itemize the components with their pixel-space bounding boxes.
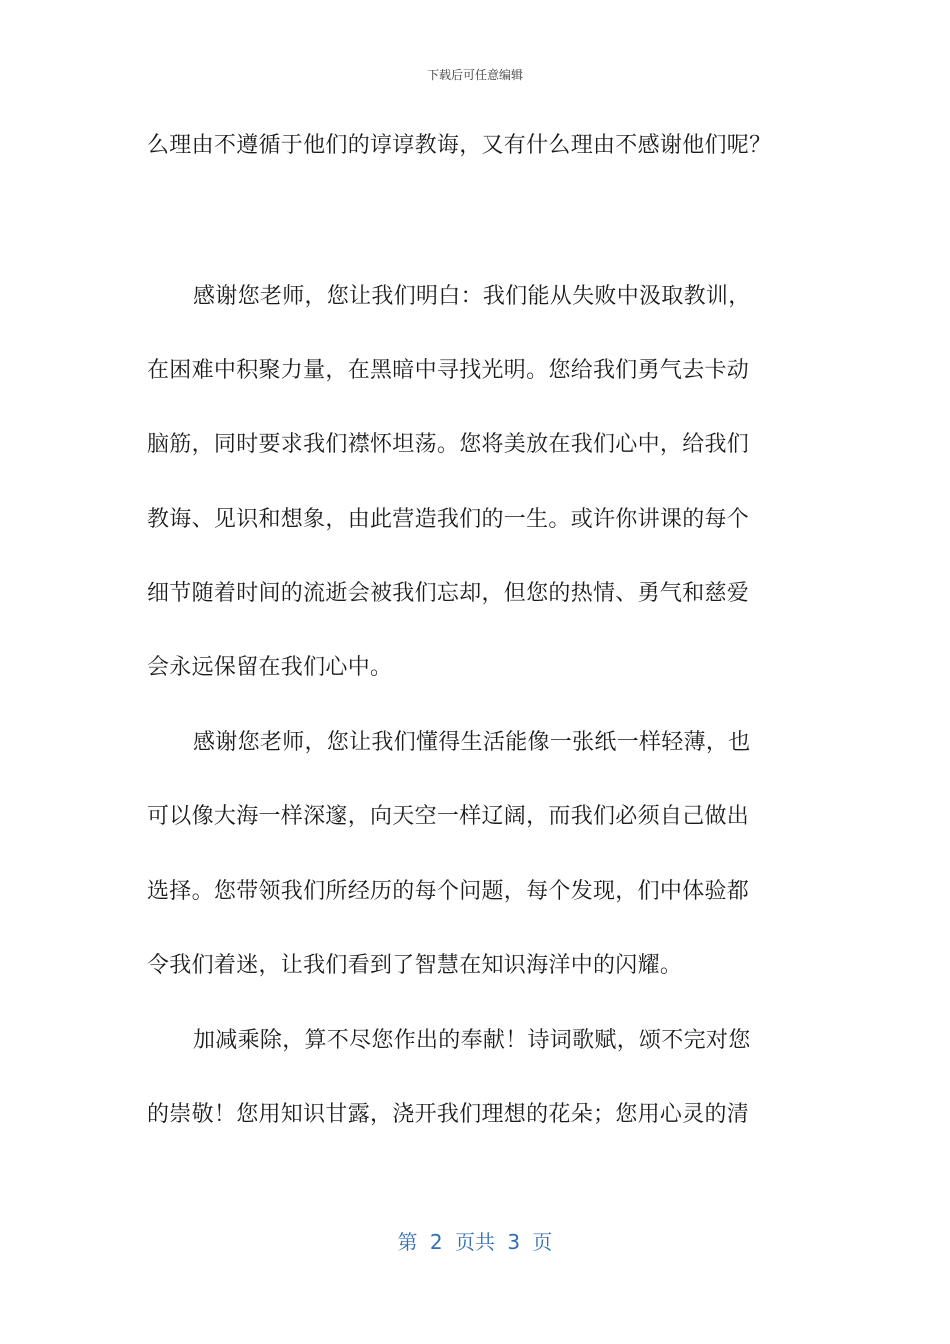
paragraph-first-line: 感谢您老师，您让我们懂得生活能像一张纸一样轻薄，也 xyxy=(193,730,751,755)
body-line: 么理由不遵循于他们的谆谆教诲，又有什么理由不感谢他们呢？ xyxy=(147,133,772,158)
body-line: 细节随着时间的流逝会被我们忘却，但您的热情、勇气和慈爱 xyxy=(147,581,750,606)
page-header: 下载后可任意编辑 xyxy=(426,68,523,82)
body-line: 的崇敬！您用知识甘露，浇开我们理想的花朵；您用心灵的清 xyxy=(147,1102,750,1127)
page-number: 第 2 页共 3 页 xyxy=(397,1230,553,1254)
body-line: 脑筋，同时要求我们襟怀坦荡。您将美放在我们心中，给我们 xyxy=(147,432,750,457)
paragraph-first-line: 加减乘除，算不尽您作出的奉献！诗词歌赋，颂不完对您 xyxy=(193,1028,751,1053)
body-line: 令我们着迷，让我们看到了智慧在知识海洋中的闪耀。 xyxy=(147,953,683,978)
body-line: 选择。您带领我们所经历的每个问题，每个发现，们中体验都 xyxy=(147,879,750,904)
body-line: 可以像大海一样深邃，向天空一样辽阔，而我们必须自己做出 xyxy=(147,804,750,829)
body-line: 会永远保留在我们心中。 xyxy=(147,655,393,680)
body-line: 教诲、见识和想象，由此营造我们的一生。或许你讲课的每个 xyxy=(147,507,750,532)
body-line: 在困难中积聚力量，在黑暗中寻找光明。您给我们勇气去卡动 xyxy=(147,358,750,383)
paragraph-first-line: 感谢您老师，您让我们明白：我们能从失败中汲取教训， xyxy=(193,284,751,309)
